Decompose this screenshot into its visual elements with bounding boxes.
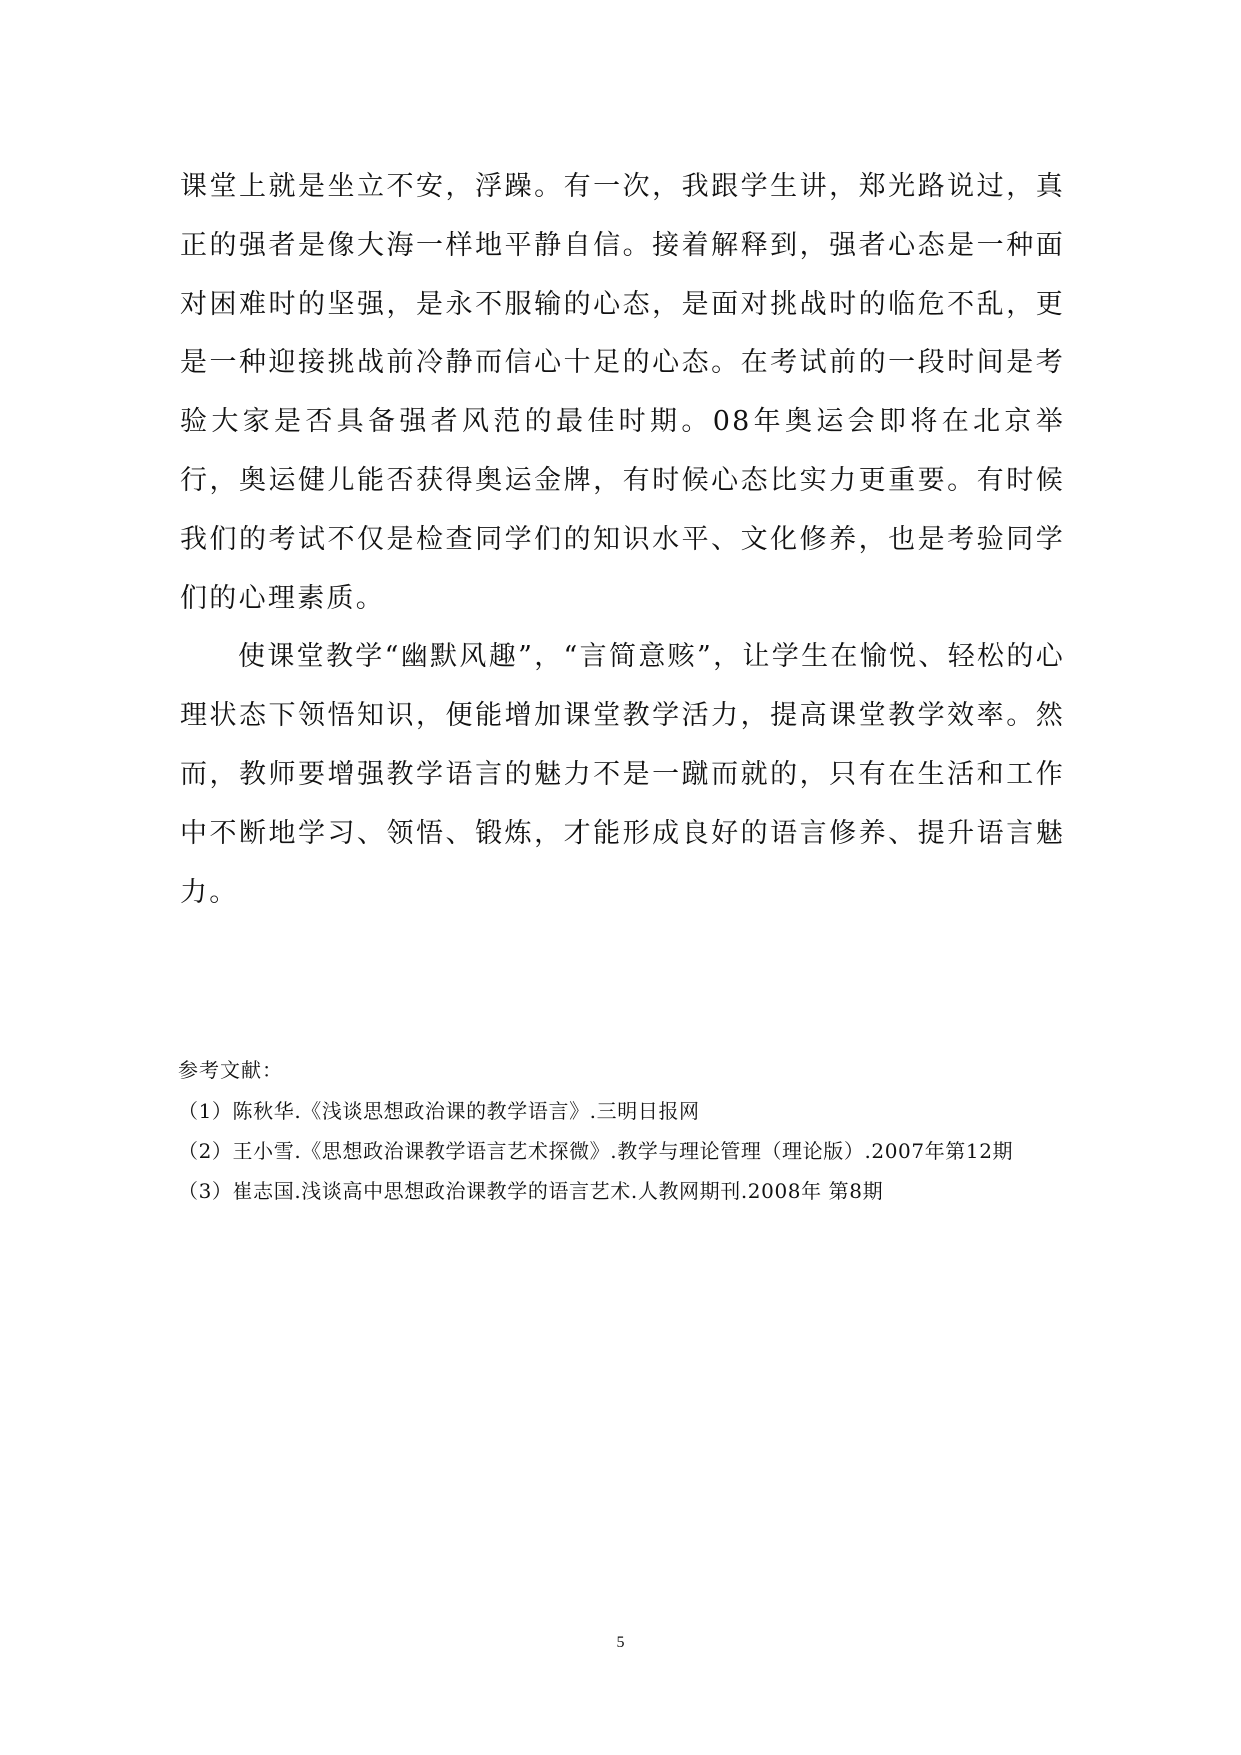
reference-item: （2）王小雪.《思想政治课教学语言艺术探微》.教学与理论管理（理论版）.2007年第12期 xyxy=(178,1139,1014,1163)
paragraph-continuation: 课堂上就是坐立不安，浮躁。有一次，我跟学生讲，郑光路说过，真正的强者是像大海一样地平静自信。接着解释到，强者心态是一种面对困难时的坚强，是永不服输的心态，是面对挑战时的临危不乱，更是一种迎接挑战前冷静而信心十足的心态。在考试前的一段时间是考验大家是否具备强者风范的最佳时期。08年奥运会即将在北京举行，奥运健儿能否获得奥运金牌，有时候心态比实力更重要。有时候我们的考试不仅是检查同学们的知识水平、文化修养，也是考验同学们的心理素质。 xyxy=(180,171,1065,614)
reference-item: （1）陈秋华.《浅谈思想政治课的教学语言》.三明日报网 xyxy=(178,1099,700,1123)
references-list xyxy=(178,1091,1068,1211)
references-heading: 参考文献： xyxy=(178,1058,283,1082)
paragraph-conclusion: 使课堂教学“幽默风趣”，“言简意赅”，让学生在愉悦、轻松的心理状态下领悟知识，便能增加课堂教学活力，提高课堂教学效率。然而，教师要增强教学语言的魅力不是一蹴而就的，只有在生活和工作中不断地学习、领悟、锻炼，才能形成良好的语言修养、提升语言魅力。 xyxy=(180,641,1065,908)
references-section xyxy=(178,1055,1068,1211)
page-number: 5 xyxy=(616,1634,625,1651)
reference-item: （3）崔志国.浅谈高中思想政治课教学的语言艺术.人教网期刊.2008年 第8期 xyxy=(178,1179,884,1203)
body-text xyxy=(180,158,1065,922)
